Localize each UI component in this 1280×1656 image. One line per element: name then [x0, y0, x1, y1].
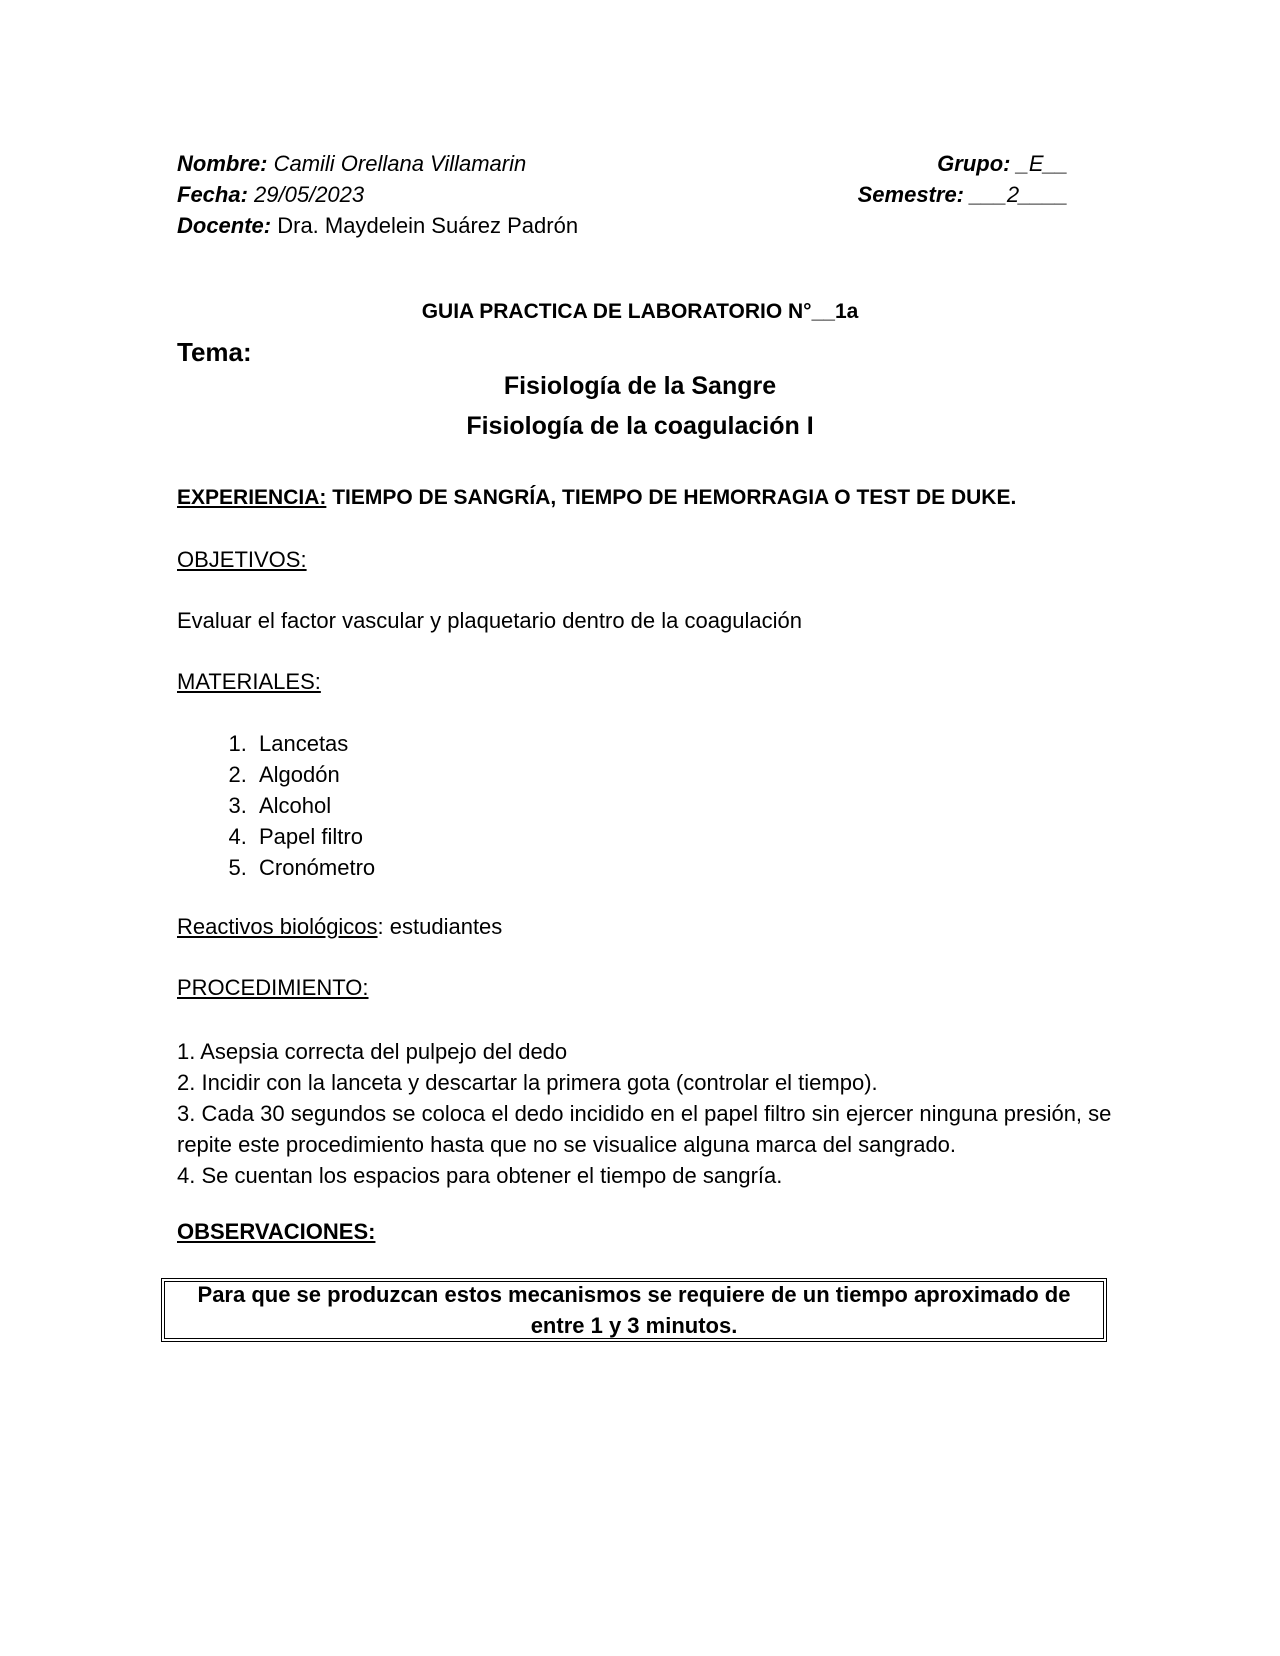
sub-title: Fisiología de la coagulación I: [466, 412, 814, 440]
materiales-list: [177, 728, 375, 883]
procedure-step: 2. Incidir con la lanceta y descartar la primera gota (controlar el tiempo).: [177, 1070, 878, 1095]
docente-value: Dra. Maydelein Suárez Padrón: [271, 213, 579, 238]
nombre-value: Camili Orellana Villamarin: [267, 151, 527, 176]
fecha-value: 29/05/2023: [247, 182, 365, 207]
guia-title: GUIA PRACTICA DE LABORATORIO N°__1a: [421, 300, 859, 323]
semestre-line: [858, 179, 1068, 210]
experiencia-text: TIEMPO DE SANGRÍA, TIEMPO DE HEMORRAGIA O TEST DE DUKE.: [326, 486, 1017, 509]
list-item: 1. Lancetas: [253, 728, 375, 759]
experiencia-label: EXPERIENCIA:: [177, 486, 327, 509]
semestre-value: ___2____: [964, 182, 1068, 207]
experiencia-line: [177, 486, 1016, 510]
procedimiento-heading: PROCEDIMIENTO:: [177, 975, 369, 1000]
docente-label: Docente:: [177, 213, 272, 238]
observaciones-box: [161, 1278, 1107, 1342]
reactivos-line: [177, 914, 502, 940]
materiales-heading: MATERIALES:: [177, 669, 321, 694]
list-item: 2. Algodón: [253, 759, 375, 790]
fecha-label: Fecha:: [177, 182, 248, 207]
procedimiento-steps: [177, 1036, 1117, 1191]
nombre-label: Nombre:: [177, 151, 268, 176]
tema-label: Tema:: [177, 337, 252, 367]
header-left: [177, 148, 578, 241]
docente-line: [177, 210, 578, 241]
fecha-line: [177, 179, 578, 210]
list-item: 4. Papel filtro: [253, 821, 375, 852]
procedure-step: 4. Se cuentan los espacios para obtener el tiempo de sangría.: [177, 1163, 783, 1188]
objetivos-heading: OBJETIVOS:: [177, 547, 307, 572]
header-right: [858, 148, 1068, 210]
procedure-step: 1. Asepsia correcta del pulpejo del dedo: [177, 1039, 568, 1064]
observaciones-text: Para que se produzcan estos mecanismos se requiere de un tiempo aproximado de entre 1 y 3 minutos.: [197, 1282, 1071, 1338]
grupo-value: _E__: [1010, 151, 1068, 176]
reactivos-text: : estudiantes: [377, 914, 503, 939]
nombre-line: [177, 148, 578, 179]
objetivos-text: Evaluar el factor vascular y plaquetario dentro de la coagulación: [177, 608, 802, 633]
main-title: Fisiología de la Sangre: [503, 372, 777, 400]
procedure-step: 3. Cada 30 segundos se coloca el dedo incidido en el papel filtro sin ejercer ninguna presión, se repite este procedimiento hasta que no se visualice alguna marca del sangrado.: [177, 1101, 1112, 1157]
list-item: 5. Cronómetro: [253, 852, 375, 883]
observaciones-heading: OBSERVACIONES:: [177, 1219, 376, 1244]
semestre-label: Semestre:: [857, 182, 964, 207]
grupo-label: Grupo:: [937, 151, 1011, 176]
grupo-line: [858, 148, 1068, 179]
reactivos-label: Reactivos biológicos: [177, 914, 378, 939]
list-item: 3. Alcohol: [253, 790, 375, 821]
